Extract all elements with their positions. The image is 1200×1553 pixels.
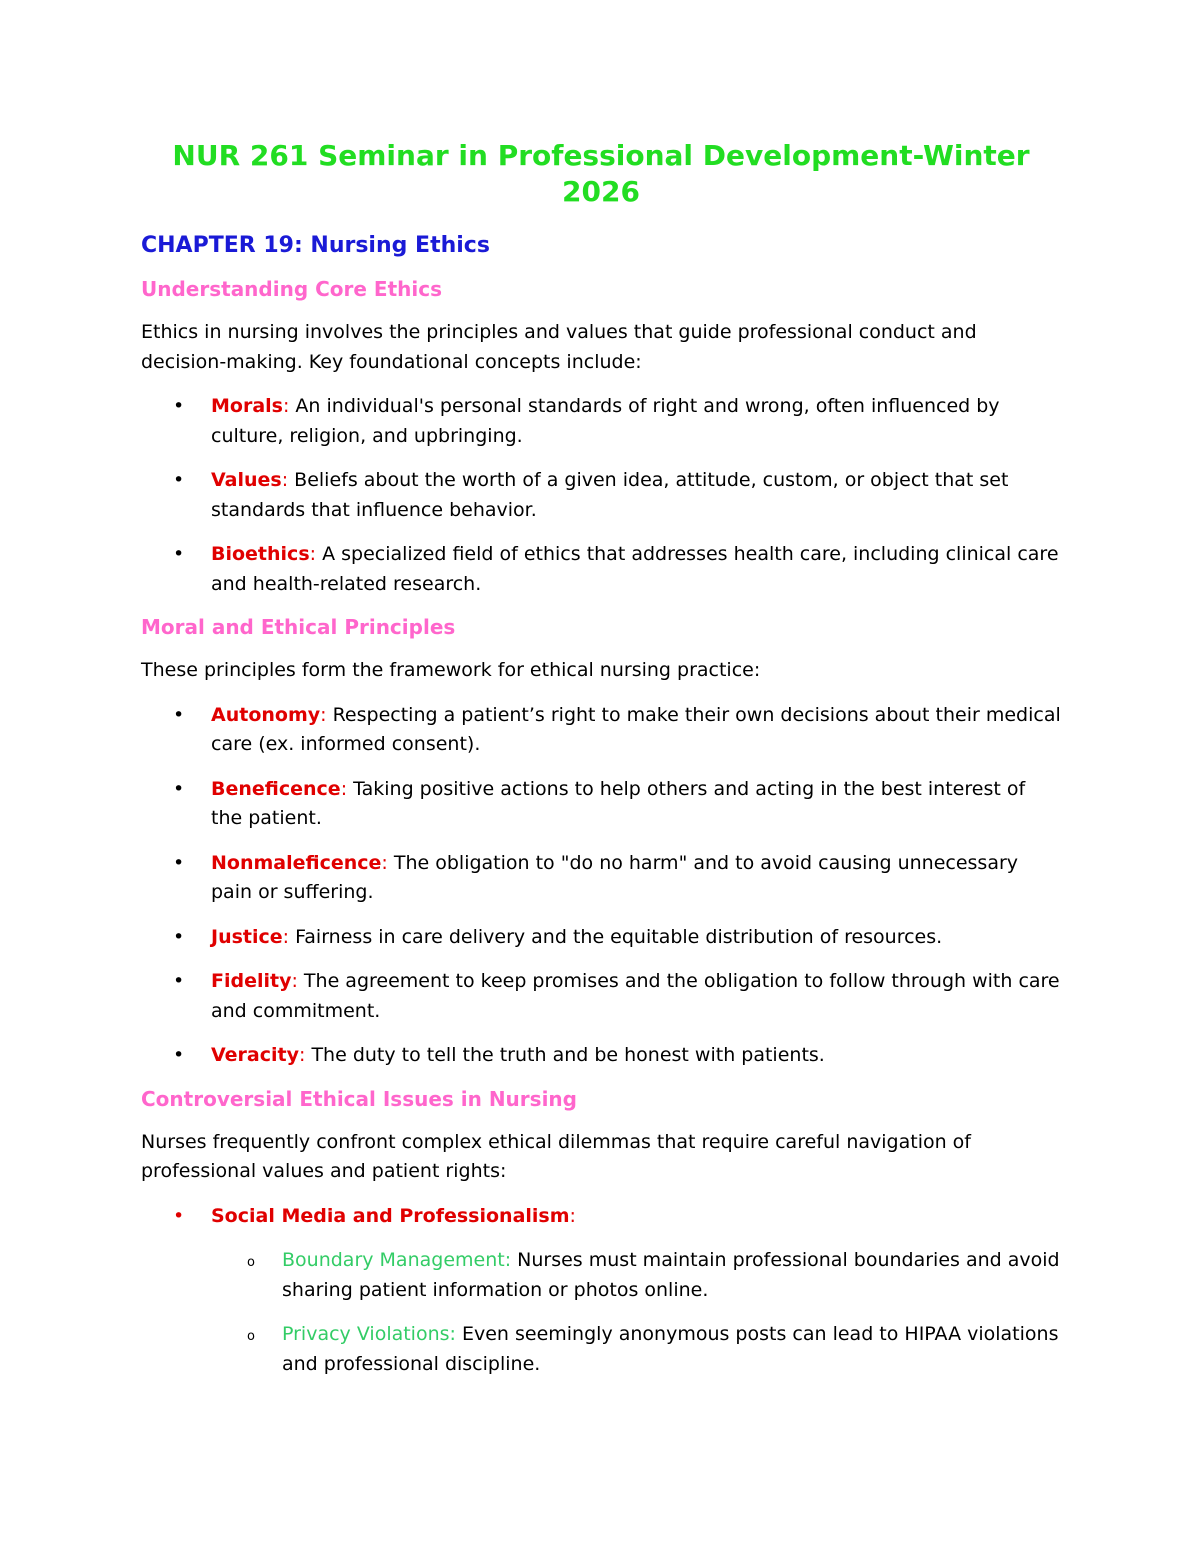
bullet-icon: • <box>173 395 185 417</box>
section-heading: Understanding Core Ethics <box>141 277 442 301</box>
term-separator: : <box>299 1044 306 1066</box>
list-item <box>141 923 1061 953</box>
term-definition: An individual's personal standards of right and wrong, often influenced by culture, religion, and upbringing. <box>211 395 1000 447</box>
section-intro: These principles form the framework for ethical nursing practice: <box>141 659 761 681</box>
section-intro: Nurses frequently confront complex ethical dilemmas that require careful navigation of professional values and patient rights: <box>141 1130 971 1182</box>
section-heading: Controversial Ethical Issues in Nursing <box>141 1086 577 1111</box>
term-label: Bioethics <box>211 543 310 565</box>
subterm-separator: : <box>504 1249 512 1271</box>
term-definition: Fairness in care delivery and the equitable distribution of resources. <box>289 925 943 948</box>
term-separator: : <box>381 851 388 874</box>
term-definition: The obligation to "do no harm" and to avoid causing unnecessary pain or suffering. <box>211 851 1019 903</box>
subterm-label: Privacy Violations <box>282 1323 450 1345</box>
section-intro: Ethics in nursing involves the principles and values that guide professional conduct and decision-making. Key foundational concepts include: <box>141 321 977 373</box>
term-definition: A specialized field of ethics that addresses health care, including clinical care and health-related research. <box>211 543 1059 595</box>
term-label: Values <box>211 469 282 491</box>
hollow-bullet-icon: o <box>247 1255 255 1270</box>
bullet-icon: • <box>173 925 185 948</box>
term-label: Autonomy <box>211 703 321 726</box>
bullet-icon: • <box>173 1044 185 1066</box>
term-label: Social Media and Professionalism <box>211 1204 570 1227</box>
term-definition: The agreement to keep promises and the obligation to follow through with care and commitment. <box>211 970 1060 1022</box>
term-separator: : <box>340 777 348 800</box>
hollow-bullet-icon: o <box>247 1329 255 1344</box>
bullet-list <box>141 701 1061 1071</box>
term-separator: : <box>291 970 298 992</box>
bullet-list <box>141 392 1061 599</box>
subterm-definition: Nurses must maintain professional boundaries and avoid sharing patient information or photos online. <box>282 1249 1060 1301</box>
list-item <box>141 967 1061 1026</box>
sub-list-item <box>211 1320 1061 1379</box>
term-definition: Beliefs about the worth of a given idea, attitude, custom, or object that set standards that influence behavior. <box>211 469 1009 521</box>
document-title: NUR 261 Seminar in Professional Development-Winter 2026 <box>172 139 1030 208</box>
term-definition: Taking positive actions to help others and acting in the best interest of the patient. <box>211 777 1026 829</box>
term-label: Morals <box>211 395 283 417</box>
term-separator: : <box>282 925 290 948</box>
subterm-definition: Even seemingly anonymous posts can lead to HIPAA violations and professional discipline. <box>282 1323 1059 1375</box>
term-definition: The duty to tell the truth and be honest with patients. <box>305 1044 825 1066</box>
term-separator: : <box>569 1204 576 1227</box>
section-core-ethics <box>141 276 1061 599</box>
section-controversial-issues <box>141 1086 1061 1380</box>
section-heading: Moral and Ethical Principles <box>141 615 456 639</box>
bullet-icon: • <box>173 851 185 874</box>
term-label: Nonmaleficence <box>211 851 382 874</box>
bullet-icon: • <box>173 970 185 992</box>
section-principles <box>141 614 1061 1071</box>
bullet-icon: • <box>173 543 185 565</box>
sub-list-item <box>211 1246 1061 1305</box>
bullet-list <box>141 1202 1061 1380</box>
term-separator: : <box>320 703 327 726</box>
term-label: Beneficence <box>211 777 341 800</box>
list-item <box>141 775 1061 834</box>
term-label: Fidelity <box>211 970 292 992</box>
term-label: Veracity <box>211 1044 299 1066</box>
term-definition: Respecting a patient’s right to make their own decisions about their medical care (ex. informed consent). <box>211 703 1061 755</box>
list-item <box>141 466 1061 525</box>
term-label: Justice <box>211 925 283 948</box>
bullet-icon: • <box>173 703 185 726</box>
term-separator: : <box>281 469 289 491</box>
term-separator: : <box>309 543 317 565</box>
term-separator: : <box>282 395 290 417</box>
sub-bullet-list <box>211 1246 1061 1379</box>
list-item <box>141 1202 1061 1380</box>
subterm-label: Boundary Management <box>282 1249 505 1271</box>
chapter-heading: CHAPTER 19: Nursing Ethics <box>141 233 490 258</box>
list-item <box>141 701 1061 760</box>
list-item <box>141 849 1061 908</box>
subterm-separator: : <box>449 1323 456 1345</box>
bullet-icon: • <box>173 777 185 800</box>
list-item <box>141 1041 1061 1071</box>
bullet-icon: • <box>173 1204 185 1227</box>
list-item <box>141 540 1061 599</box>
bullet-icon: • <box>173 469 185 491</box>
document-page <box>141 138 1061 1394</box>
list-item <box>141 392 1061 451</box>
